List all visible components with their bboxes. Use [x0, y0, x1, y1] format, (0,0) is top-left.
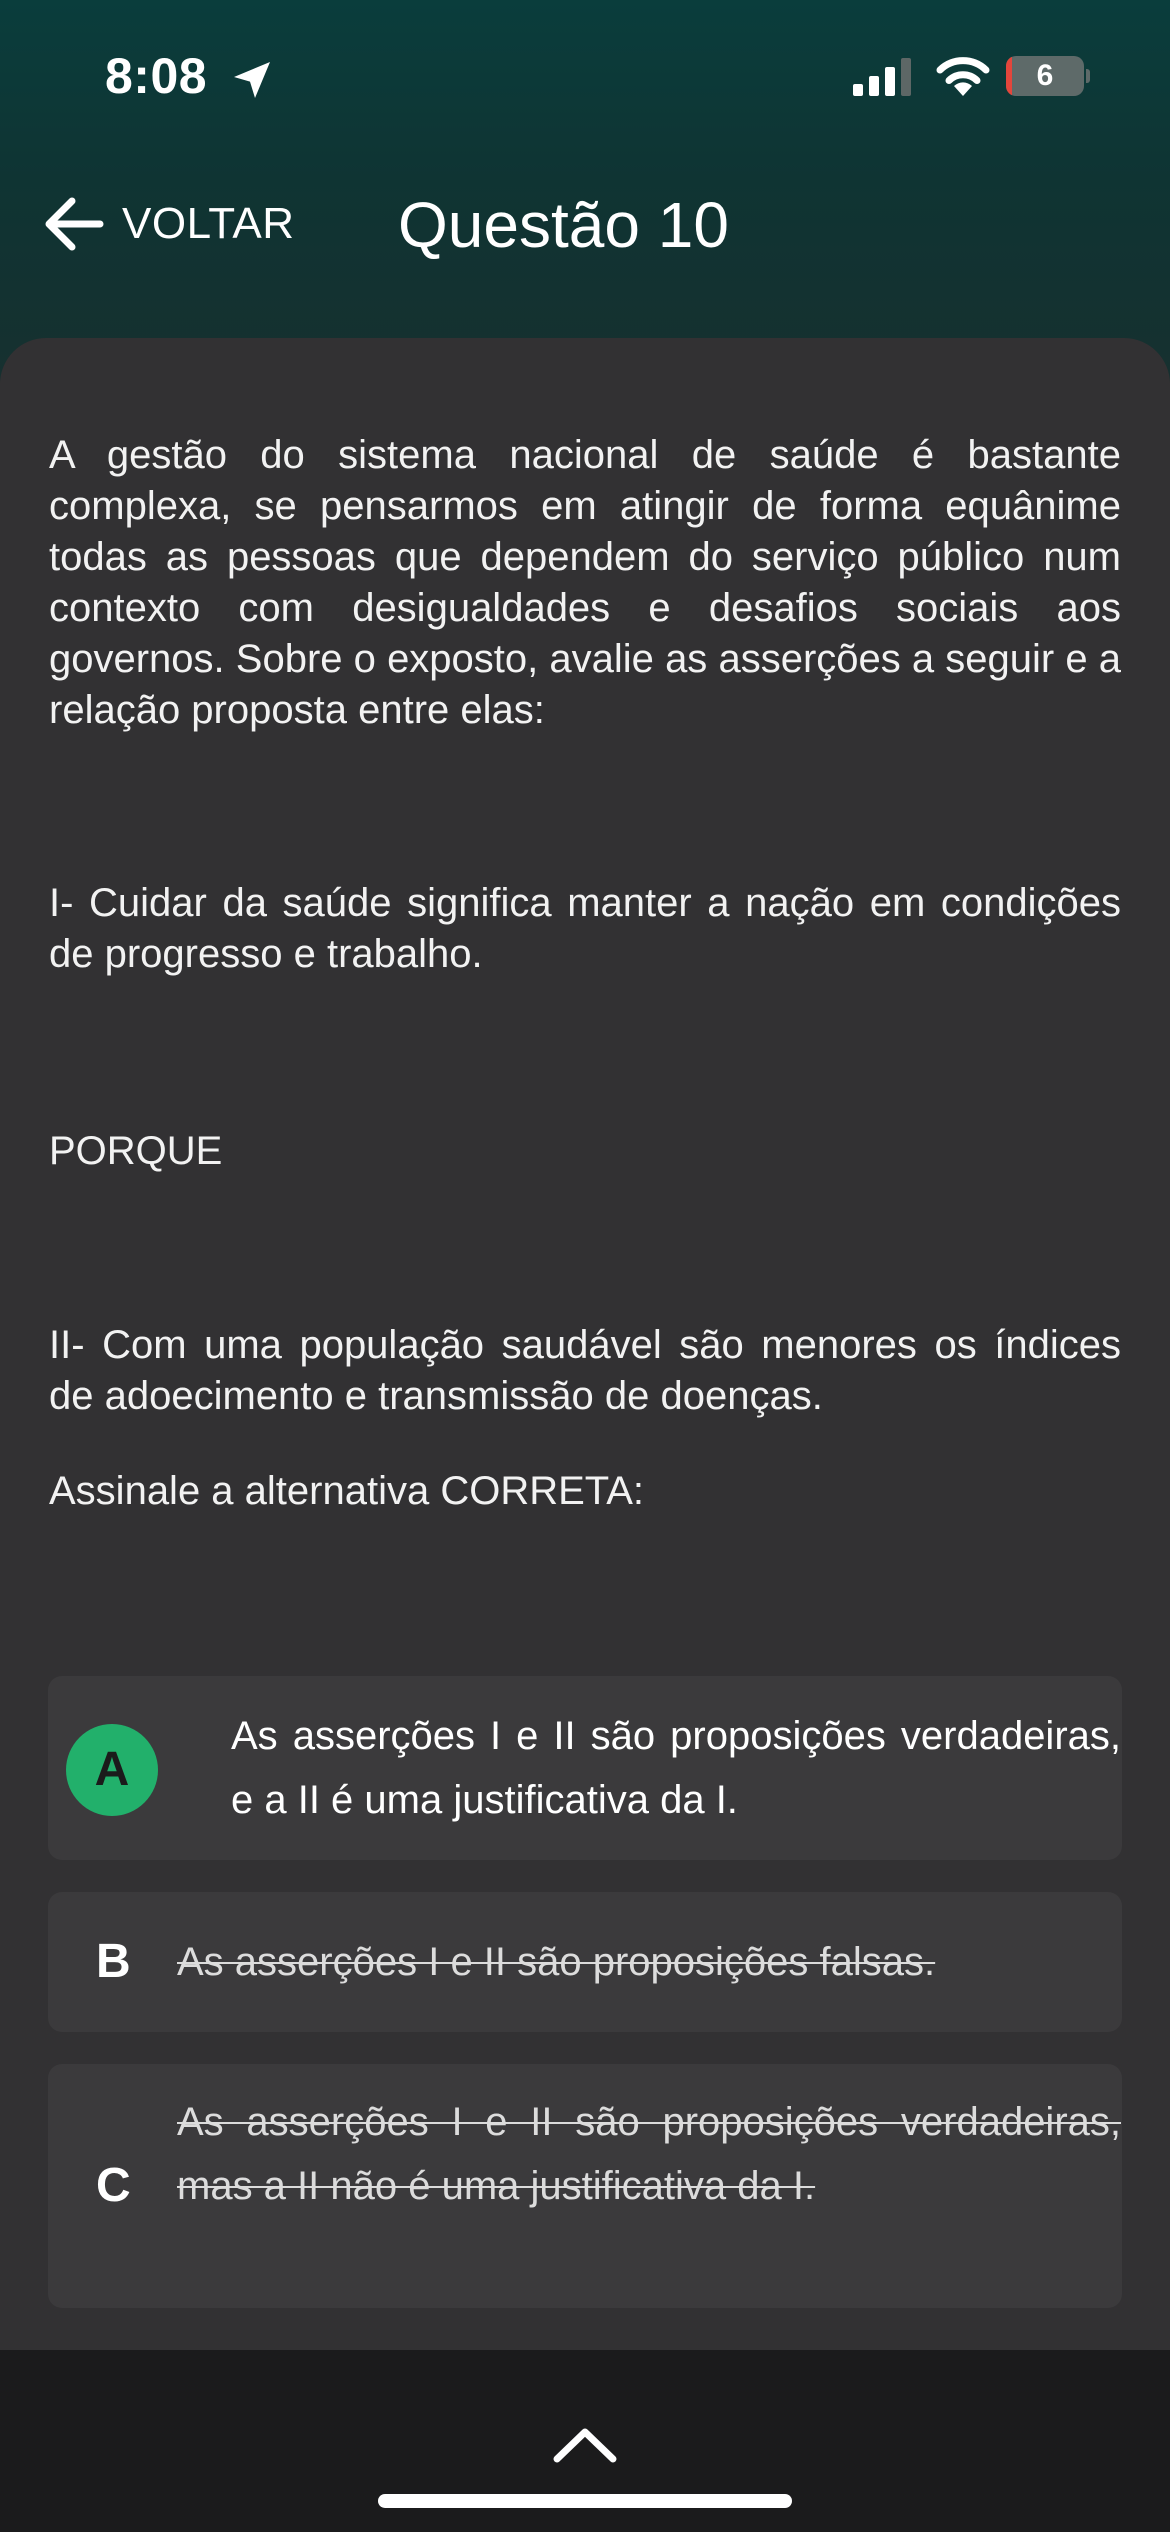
battery-body [1006, 56, 1084, 96]
option-a-selected-badge: A [66, 1724, 158, 1816]
option-a-text: As asserções I e II são proposições verdadeiras, e a II é uma justificativa da I. [231, 1714, 1121, 1822]
question-prompt: Assinale a alternativa CORRETA: [49, 1469, 645, 1513]
option-c[interactable] [48, 2064, 1122, 2308]
wifi-icon [935, 54, 991, 98]
bottom-bar [0, 2350, 1170, 2532]
question-intro: A gestão do sistema nacional de saúde é bastante complexa, se pensarmos em atingir de forma equânime todas as pessoas que dependem do serviço público num contexto com desigualdades e desafios sociais aos governos. Sobre o exposto, avalie as asserções a seguir e a relação proposta entre elas: [49, 433, 1121, 732]
assertion-2: II- Com uma população saudável são menores os índices de adoecimento e transmissão de doenças. [49, 1323, 1121, 1418]
location-arrow-icon [228, 56, 276, 104]
battery-percent: 6 [1036, 59, 1054, 92]
battery-cap [1086, 69, 1090, 83]
option-b-letter: B [96, 1935, 131, 1988]
page-title: Questão 10 [398, 189, 729, 261]
chevron-up-icon[interactable] [552, 2426, 618, 2464]
question-card [0, 338, 1170, 2350]
connector-text: PORQUE [49, 1129, 223, 1173]
back-label: VOLTAR [122, 199, 295, 248]
home-indicator[interactable] [378, 2494, 792, 2508]
cellular-signal-icon [853, 58, 913, 96]
status-time: 8:08 [105, 48, 208, 104]
option-b-text: As asserções I e II são proposições falsas. [177, 1940, 936, 1984]
battery-icon [1006, 56, 1088, 96]
assertion-1: I- Cuidar da saúde significa manter a nação em condições de progresso e trabalho. [49, 881, 1121, 976]
option-c-text: As asserções I e II são proposições verdadeiras, mas a II não é uma justificativa da I. [177, 2100, 1121, 2208]
option-b[interactable] [48, 1892, 1122, 2032]
back-button[interactable] [42, 186, 312, 262]
back-arrow-icon [42, 195, 104, 253]
option-c-letter: C [96, 2159, 131, 2212]
option-a[interactable] [48, 1676, 1122, 1860]
